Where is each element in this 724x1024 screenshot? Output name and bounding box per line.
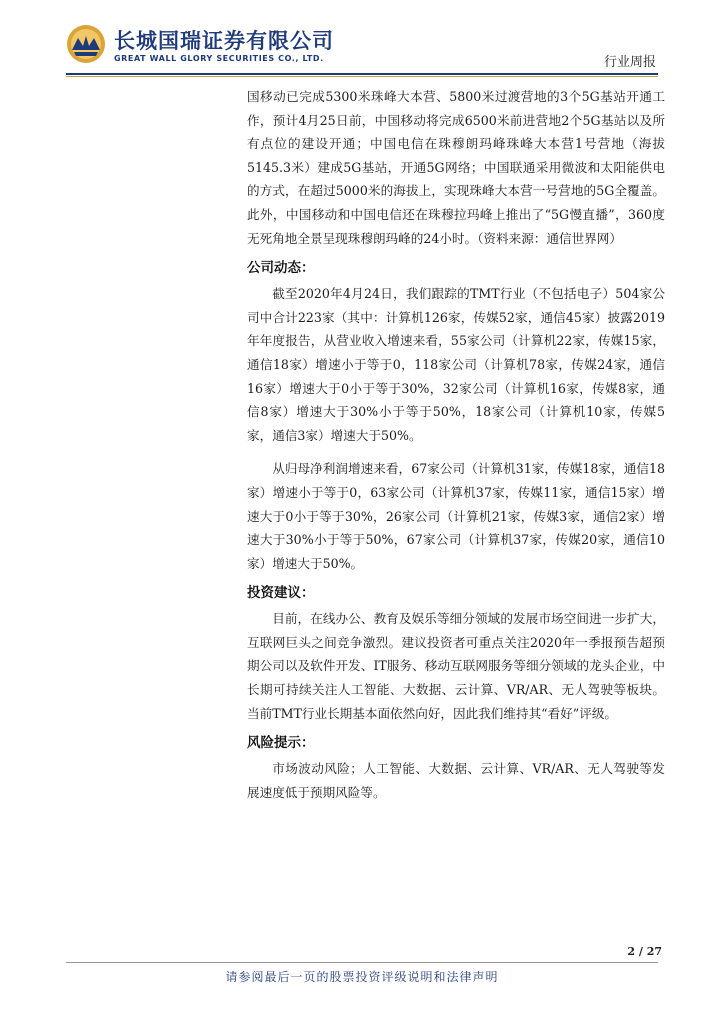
great-wall-glory-logo-icon	[66, 24, 106, 64]
page-number: 2 / 27	[627, 945, 662, 958]
page-header	[66, 22, 666, 80]
company-name-cn: 长城国瑞证券有限公司	[114, 29, 334, 53]
section-title-risk-warning: 风险提示：	[247, 735, 315, 752]
header-divider-accent	[66, 76, 658, 77]
company-news-paragraph-2: 从归母净利润增速来看，67家公司（计算机31家，传媒18家，通信18家）增速小于等于0，63家公司（计算机37家，传媒11家，通信15家）增速大于0小于等于30%，26家公司（计算机21家，传媒3家，通信2家）增速大于30%小于等于50%，67家公司（计算机37家，传媒20家，通信10家）增速大于50%。	[247, 461, 665, 571]
company-news-paragraph-1: 截至2020年4月24日，我们跟踪的TMT行业（不包括电子）504家公司中合计223家（其中：计算机126家，传媒52家，通信45家）披露2019年年度报告，从营业收入增速来看，55家公司（计算机22家，传媒15家，通信18家）增速小于等于0，118家公司（计算机78家，传媒24家，通信16家）增速大于0小于等于30%，32家公司（计算机16家，传媒8家，通信8家）增速大于30%小于等于50%，18家公司（计算机10家，传媒5家，通信3家）增速大于50%。	[247, 286, 665, 443]
risk-warning-paragraph: 市场波动风险；人工智能、大数据、云计算、VR/AR、无人驾驶等发展速度低于预期风险等。	[247, 761, 665, 800]
company-name-en: GREAT WALL GLORY SECURITIES CO., LTD.	[114, 54, 324, 63]
header-divider	[66, 73, 658, 75]
intro-paragraph: 国移动已完成5300米珠峰大本营、5800米过渡营地的3个5G基站开通工作，预计4月25日前，中国移动将完成6500米前进营地2个5G基站以及所有点位的建设开通；中国电信在珠穆朗玛峰珠峰大本营1号营地（海拔5145.3米）建成5G基站，开通5G网络；中国联通采用微波和太阳能供电的方式，在超过5000米的海拔上，实现珠峰大本营一号营地的5G全覆盖。此外，中国移动和中国电信还在珠穆拉玛峰上推出了“5G慢直播”，360度无死角地全景呈现珠穆朗玛峰的24小时。（资料来源：通信世界网）	[247, 89, 665, 246]
section-title-investment-advice: 投资建议：	[247, 585, 315, 602]
footer-disclaimer[interactable]: 请参阅最后一页的股票投资评级说明和法律声明	[225, 970, 499, 984]
report-type-label: 行业周报	[603, 55, 656, 70]
footer-divider	[66, 962, 658, 963]
report-body	[247, 85, 665, 804]
investment-advice-paragraph: 目前，在线办公、教育及娱乐等细分领域的发展市场空间进一步扩大，互联网巨头之间竞争激烈。建议投资者可重点关注2020年一季报预告超预期公司以及软件开发、IT服务、移动互联网服务等细分领域的龙头企业，中长期可持续关注人工智能、大数据、云计算、VR/AR、无人驾驶等板块。当前TMT行业长期基本面依然向好，因此我们维持其“看好”评级。	[247, 611, 665, 721]
section-title-company-news: 公司动态：	[247, 260, 315, 277]
